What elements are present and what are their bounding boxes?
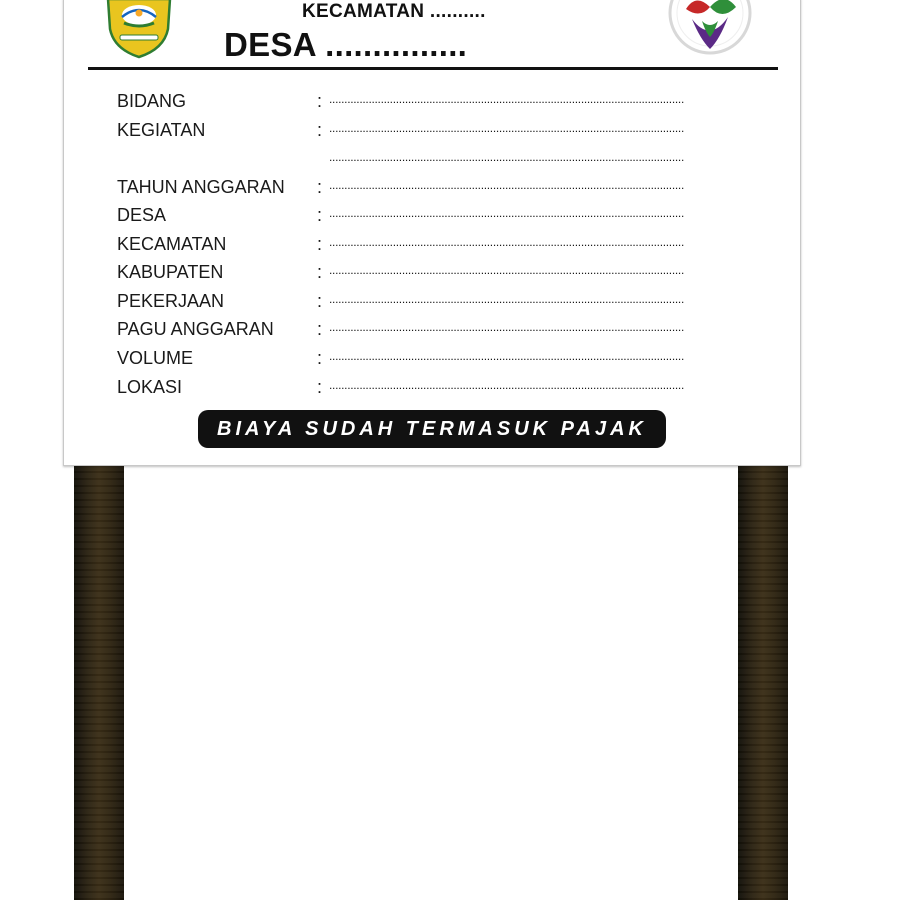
ministry-emblem-icon [660, 0, 760, 57]
field-value: ..................................................................................................................... [329, 92, 684, 106]
field-colon: : [317, 262, 323, 282]
field-label: KECAMATAN [117, 234, 227, 254]
field-row-bidang [117, 91, 757, 111]
field-value: ..................................................................................................................... [329, 292, 684, 306]
field-row-kegiatan [117, 120, 757, 140]
field-row-kegiatan-continued [117, 149, 757, 169]
header-divider [88, 67, 778, 70]
field-label: BIDANG [117, 91, 187, 111]
field-label: TAHUN ANGGARAN [117, 177, 285, 197]
field-value: ..................................................................................................................... [329, 121, 684, 135]
field-label: LOKASI [117, 377, 183, 397]
field-value: ..................................................................................................................... [329, 263, 684, 277]
field-row-kabupaten [117, 262, 757, 282]
field-row-pekerjaan [117, 291, 757, 311]
field-colon: : [317, 234, 323, 254]
field-colon: : [317, 177, 323, 197]
desa-title: DESA ............... [224, 26, 468, 63]
field-colon: : [317, 205, 323, 225]
field-row-lokasi [117, 377, 757, 397]
field-value: ..................................................................................................................... [329, 235, 684, 249]
field-colon: : [317, 377, 323, 397]
field-value: ..................................................................................................................... [329, 150, 684, 164]
field-colon: : [317, 319, 323, 339]
field-label: PEKERJAAN [117, 291, 225, 311]
regency-emblem-icon [102, 0, 176, 59]
tax-notice-banner [198, 410, 666, 448]
signboard-post-right [738, 462, 788, 900]
field-label: DESA [117, 205, 167, 225]
field-row-volume [117, 348, 757, 368]
field-value: ..................................................................................................................... [329, 178, 684, 192]
field-label: PAGU ANGGARAN [117, 319, 274, 339]
kecamatan-title: KECAMATAN .......... [302, 1, 486, 22]
field-colon: : [317, 291, 323, 311]
field-row-desa [117, 205, 757, 225]
field-label: VOLUME [117, 348, 194, 368]
field-row-kecamatan [117, 234, 757, 254]
field-value: ..................................................................................................................... [329, 378, 684, 392]
field-colon: : [317, 348, 323, 368]
field-row-pagu-anggaran [117, 319, 757, 339]
field-value: ..................................................................................................................... [329, 206, 684, 220]
field-row-tahun-anggaran [117, 177, 757, 197]
tax-notice-text: BIAYA SUDAH TERMASUK PAJAK [217, 417, 647, 440]
field-label: KABUPATEN [117, 262, 224, 282]
signboard [63, 0, 801, 466]
field-label: KEGIATAN [117, 120, 206, 140]
signboard-post-left [74, 462, 124, 900]
field-colon: : [317, 120, 323, 140]
field-value: ..................................................................................................................... [329, 349, 684, 363]
field-value: ..................................................................................................................... [329, 320, 684, 334]
field-colon: : [317, 91, 323, 111]
